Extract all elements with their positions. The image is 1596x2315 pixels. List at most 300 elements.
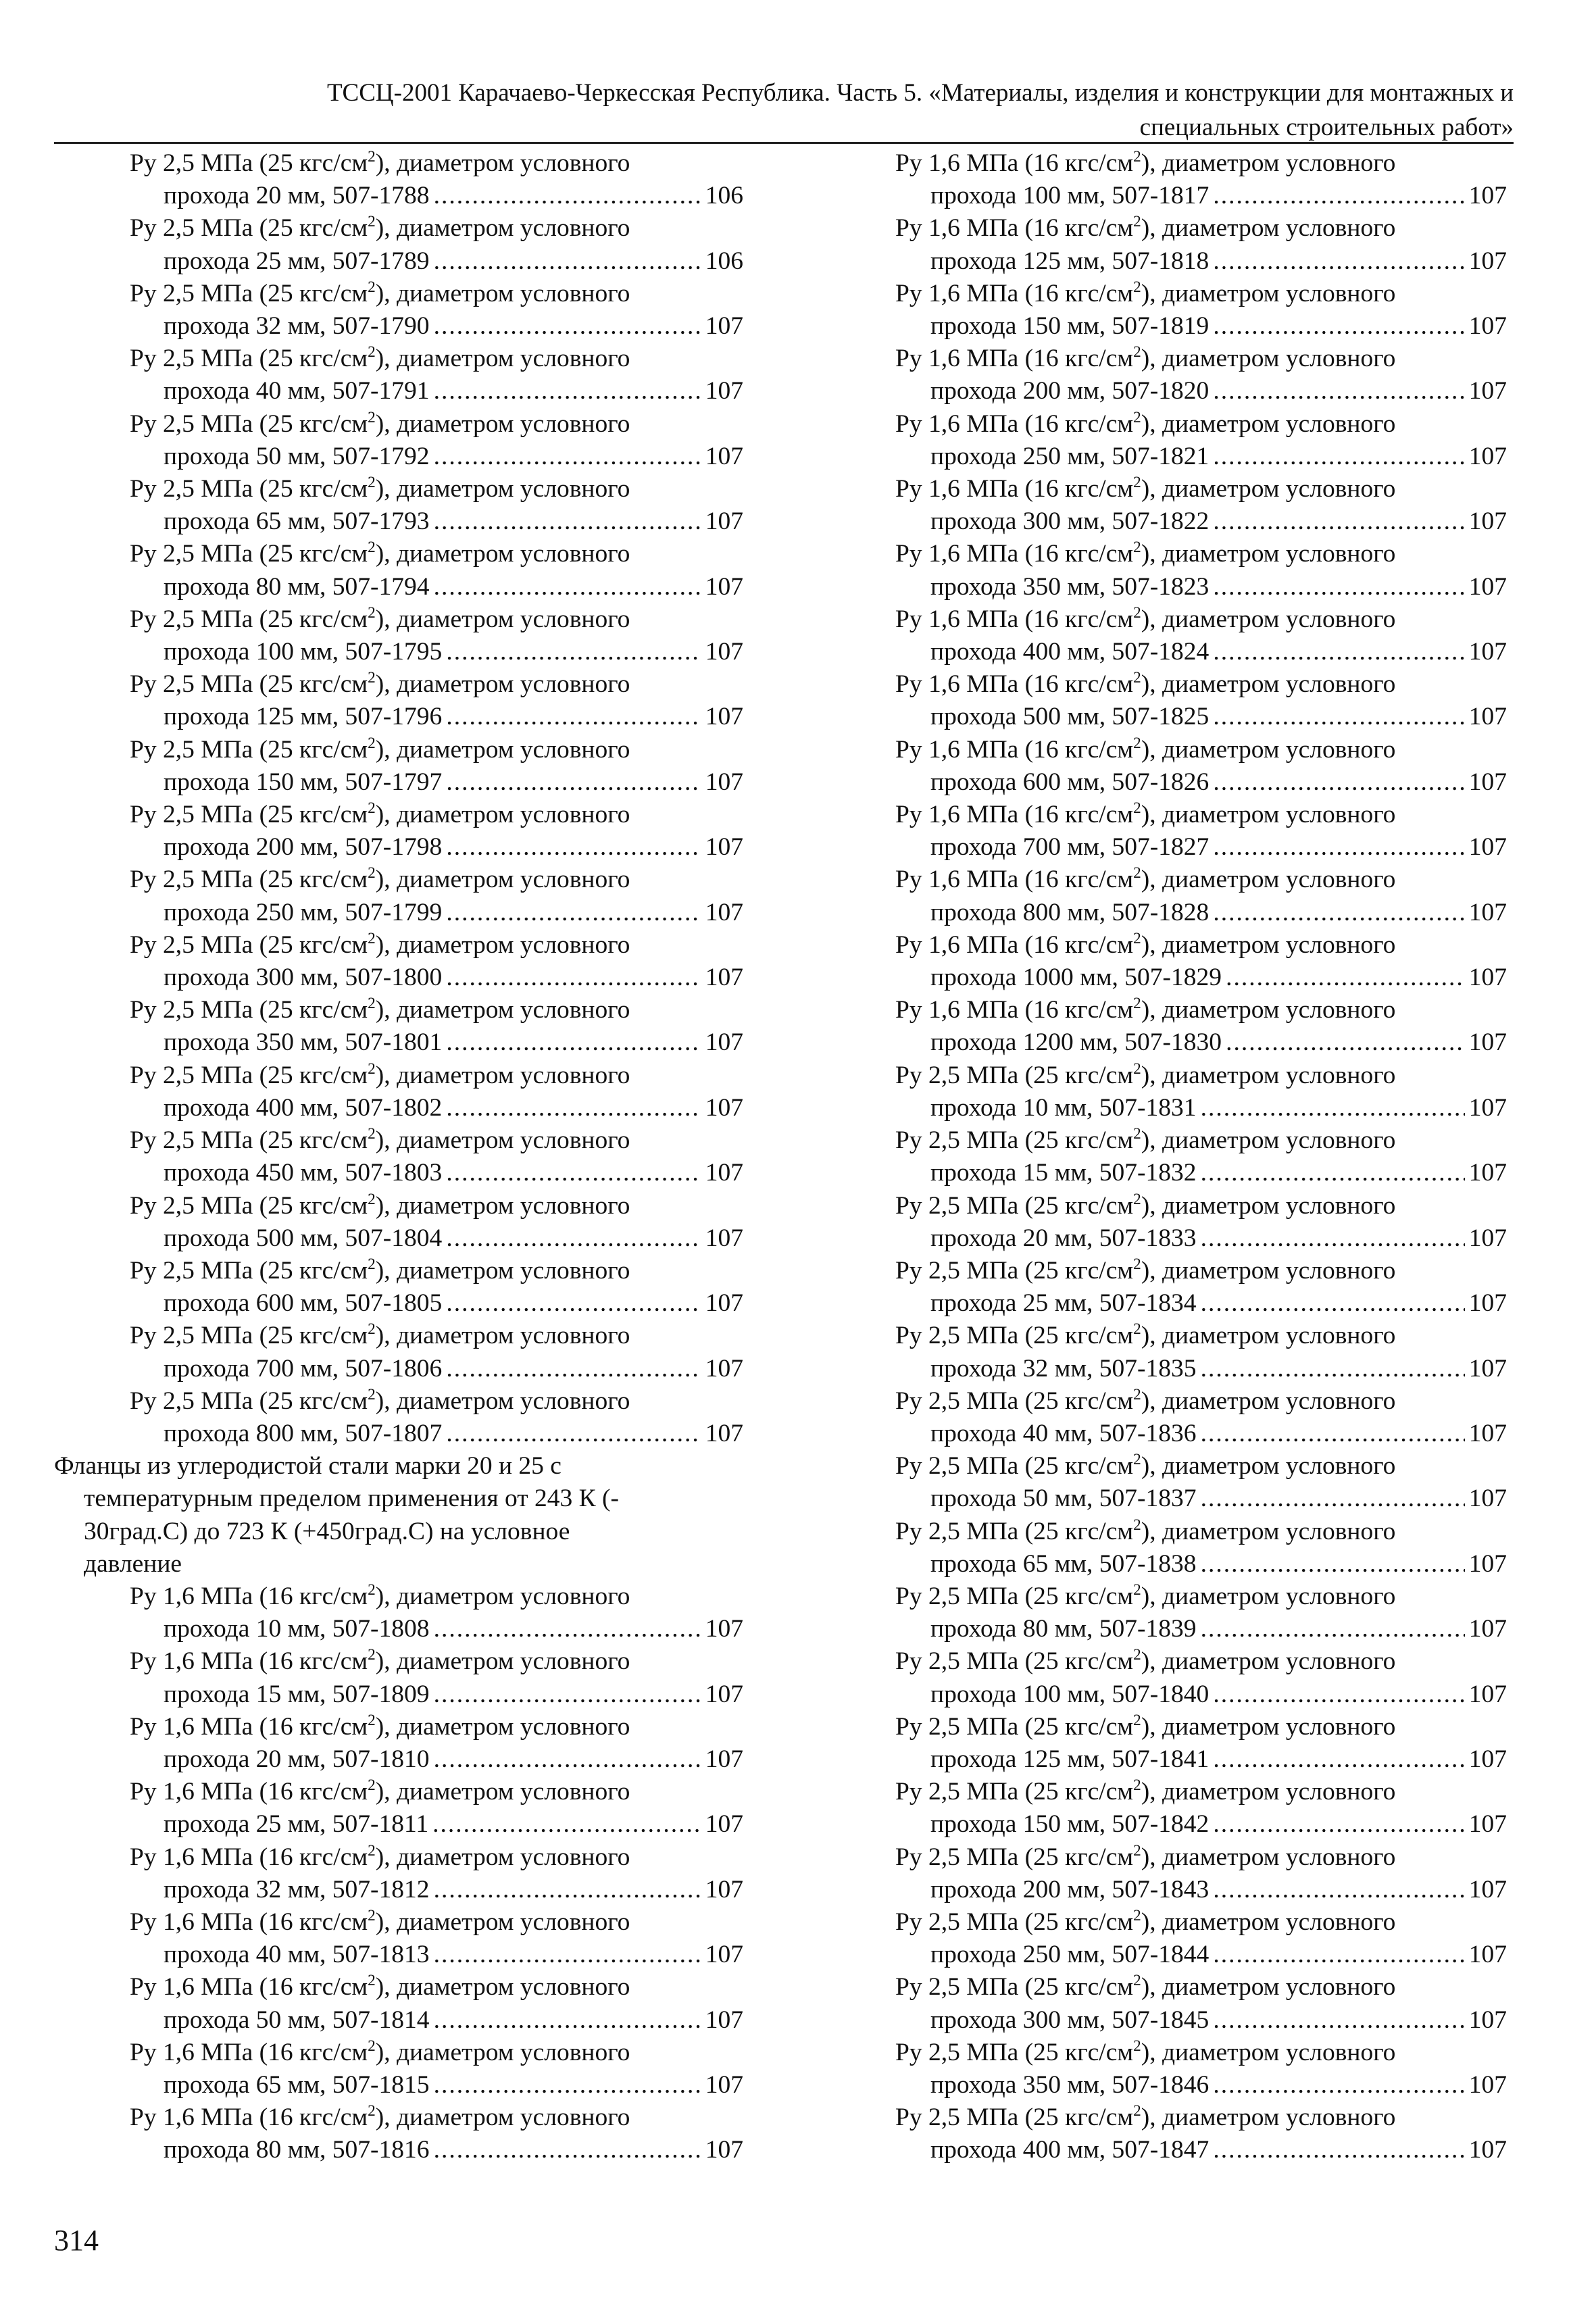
index-entry (54, 343, 743, 407)
entry-pressure-rest: ), диаметром условного (375, 1973, 630, 2001)
entry-pressure-rest: ), диаметром условного (1141, 1191, 1396, 1220)
index-entry (895, 2037, 1507, 2101)
index-entry (54, 1255, 743, 1320)
dot-leader (1201, 1287, 1465, 1320)
entry-pressure: Ру 1,6 МПа (16 кгс/см (895, 475, 1134, 503)
entry-page: 107 (705, 572, 743, 601)
entry-page: 107 (705, 507, 743, 536)
superscript-2: 2 (368, 148, 376, 166)
dot-leader (1213, 701, 1464, 733)
entry-pressure: Ру 2,5 МПа (25 кгс/см (130, 605, 368, 633)
entry-pressure-rest: ), диаметром условного (1141, 1582, 1396, 1610)
entry-pressure-line (54, 1776, 743, 1808)
entry-pressure-rest: ), диаметром условного (1141, 1126, 1396, 1155)
entry-pressure: Ру 1,6 МПа (16 кгс/см (895, 670, 1134, 699)
index-entry (54, 994, 743, 1059)
entry-passage-line (54, 1743, 743, 1776)
entry-passage: прохода 150 мм, 507-1819 (930, 312, 1210, 341)
superscript-2: 2 (368, 1711, 376, 1729)
entry-page: 107 (1468, 638, 1507, 666)
entry-pressure-line (54, 994, 743, 1026)
entry-page: 107 (1468, 1745, 1507, 1773)
entry-passage: прохода 10 мм, 507-1831 (930, 1093, 1197, 1122)
entry-page: 107 (1468, 1224, 1507, 1252)
dot-leader (446, 1092, 701, 1124)
superscript-2: 2 (1133, 1841, 1141, 1860)
entry-page: 107 (705, 703, 743, 731)
section-heading-line-4: давление (84, 1549, 182, 1578)
superscript-2: 2 (1133, 1972, 1141, 1990)
entry-pressure-line (895, 1516, 1507, 1548)
dot-leader (1201, 1222, 1465, 1255)
entry-pressure-rest: ), диаметром условного (375, 475, 630, 503)
entry-page: 107 (1468, 898, 1507, 926)
entry-pressure-rest: ), диаметром условного (1141, 345, 1396, 373)
entry-page: 107 (1468, 2006, 1507, 2034)
entry-page: 107 (1468, 312, 1507, 341)
entry-pressure-line (895, 1060, 1507, 1092)
entry-page: 107 (705, 1028, 743, 1057)
superscript-2: 2 (368, 1385, 376, 1403)
entry-passage: прохода 400 мм, 507-1847 (930, 2136, 1210, 2164)
entry-pressure-line (895, 1124, 1507, 1157)
entry-passage-line (54, 1874, 743, 1906)
entry-pressure-rest: ), диаметром условного (375, 214, 630, 243)
entry-pressure-rest: ), диаметром условного (1141, 1517, 1396, 1545)
entry-passage: прохода 400 мм, 507-1824 (930, 638, 1210, 666)
entry-pressure: Ру 2,5 МПа (25 кгс/см (130, 735, 368, 764)
entry-page: 107 (705, 1354, 743, 1383)
entry-pressure-line (895, 147, 1507, 180)
entry-pressure: Ру 2,5 МПа (25 кгс/см (130, 1126, 368, 1155)
entry-passage-line (895, 310, 1507, 343)
entry-pressure-rest: ), диаметром условного (375, 1712, 630, 1741)
entry-passage-line (54, 1092, 743, 1124)
entry-passage-line (54, 1418, 743, 1450)
entry-passage: прохода 150 мм, 507-1797 (164, 768, 443, 796)
entry-passage-line (54, 701, 743, 733)
superscript-2: 2 (1133, 1581, 1141, 1599)
dot-leader (1213, 310, 1464, 343)
entry-passage-line (54, 2134, 743, 2166)
entry-pressure-line (54, 1580, 743, 1613)
entry-pressure-rest: ), диаметром условного (375, 345, 630, 373)
entry-pressure-rest: ), диаметром условного (1141, 1322, 1396, 1350)
entry-page: 107 (1468, 1028, 1507, 1057)
entry-pressure-rest: ), диаметром условного (1141, 1256, 1396, 1285)
entry-pressure: Ру 1,6 МПа (16 кгс/см (895, 214, 1134, 243)
entry-passage: прохода 200 мм, 507-1843 (930, 1875, 1210, 1903)
entry-passage: прохода 50 мм, 507-1792 (164, 442, 430, 470)
index-entry (895, 278, 1507, 343)
entry-page: 106 (705, 247, 743, 275)
entry-pressure: Ру 2,5 МПа (25 кгс/см (130, 279, 368, 307)
entry-passage: прохода 600 мм, 507-1826 (930, 768, 1210, 796)
superscript-2: 2 (368, 278, 376, 296)
entry-pressure-line (895, 1320, 1507, 1352)
entry-pressure: Ру 2,5 МПа (25 кгс/см (895, 2038, 1134, 2066)
entry-passage: прохода 20 мм, 507-1788 (164, 182, 430, 210)
index-entry (895, 1776, 1507, 1841)
entry-passage-line (895, 1678, 1507, 1711)
entry-pressure-rest: ), диаметром условного (375, 409, 630, 438)
entry-page: 107 (1468, 2070, 1507, 2099)
superscript-2: 2 (368, 1320, 376, 1339)
entry-passage-line (54, 962, 743, 994)
entry-passage-line (895, 897, 1507, 929)
index-entry (54, 1320, 743, 1385)
superscript-2: 2 (368, 864, 376, 882)
entry-passage: прохода 80 мм, 507-1794 (164, 572, 430, 601)
entry-pressure: Ру 2,5 МПа (25 кгс/см (895, 1452, 1134, 1480)
superscript-2: 2 (1133, 408, 1141, 426)
entry-pressure-rest: ), диаметром условного (1141, 149, 1396, 177)
entry-pressure-rest: ), диаметром условного (1141, 866, 1396, 894)
entry-page: 107 (1468, 182, 1507, 210)
superscript-2: 2 (1133, 2102, 1141, 2120)
entry-pressure-rest: ), диаметром условного (1141, 2038, 1396, 2066)
dot-leader (1213, 1743, 1464, 1776)
superscript-2: 2 (1133, 734, 1141, 752)
entry-pressure-line (54, 668, 743, 701)
superscript-2: 2 (368, 474, 376, 492)
superscript-2: 2 (1133, 278, 1141, 296)
entry-page: 107 (705, 964, 743, 992)
entry-pressure: Ру 2,5 МПа (25 кгс/см (895, 1712, 1134, 1741)
superscript-2: 2 (1133, 1907, 1141, 1925)
entry-pressure-line (895, 1645, 1507, 1678)
entries-right (895, 147, 1507, 2167)
entry-pressure: Ру 2,5 МПа (25 кгс/см (130, 409, 368, 438)
entry-pressure-line (895, 408, 1507, 441)
entry-passage: прохода 300 мм, 507-1822 (930, 507, 1210, 536)
superscript-2: 2 (368, 1907, 376, 1925)
entry-passage: прохода 20 мм, 507-1810 (164, 1745, 430, 1773)
section-heading-line-2: температурным пределом применения от 243 К (- (84, 1485, 619, 1513)
entry-pressure-rest: ), диаметром условного (375, 930, 630, 959)
entry-pressure: Ру 2,5 МПа (25 кгс/см (895, 1322, 1134, 1350)
entry-passage: прохода 80 мм, 507-1816 (164, 2136, 430, 2164)
entry-passage: прохода 300 мм, 507-1800 (164, 964, 443, 992)
superscript-2: 2 (368, 1125, 376, 1143)
entry-pressure: Ру 1,6 МПа (16 кгс/см (130, 1582, 368, 1610)
entry-pressure: Ру 1,6 МПа (16 кгс/см (130, 1778, 368, 1806)
entry-pressure: Ру 2,5 МПа (25 кгс/см (130, 866, 368, 894)
superscript-2: 2 (1133, 148, 1141, 166)
entry-pressure-line (54, 1841, 743, 1874)
entry-pressure-rest: ), диаметром условного (375, 1322, 630, 1350)
index-entry (54, 603, 743, 668)
entry-pressure-line (54, 1060, 743, 1092)
entry-pressure: Ру 2,5 МПа (25 кгс/см (130, 930, 368, 959)
superscript-2: 2 (368, 1646, 376, 1664)
index-entry (54, 734, 743, 799)
entry-passage: прохода 800 мм, 507-1807 (164, 1419, 443, 1447)
entry-pressure: Ру 2,5 МПа (25 кгс/см (895, 1256, 1134, 1285)
index-entry (54, 473, 743, 538)
index-entry (54, 212, 743, 277)
entry-pressure: Ру 2,5 МПа (25 кгс/см (130, 540, 368, 568)
index-entry (895, 212, 1507, 277)
entry-page: 107 (1468, 703, 1507, 731)
entry-passage-line (54, 831, 743, 864)
entry-pressure-line (54, 799, 743, 831)
entry-pressure: Ру 1,6 МПа (16 кгс/см (895, 735, 1134, 764)
index-entry (895, 864, 1507, 928)
entry-pressure-line (54, 864, 743, 896)
entry-page: 107 (705, 1875, 743, 1903)
section-heading (54, 1450, 743, 1580)
entry-passage-line (895, 2134, 1507, 2166)
entry-pressure-line (54, 734, 743, 766)
entry-passage: прохода 100 мм, 507-1840 (930, 1680, 1210, 1708)
entry-pressure: Ру 2,5 МПа (25 кгс/см (895, 1778, 1134, 1806)
index-entry (895, 1320, 1507, 1385)
index-entry (895, 1060, 1507, 1124)
index-entry (895, 1971, 1507, 2036)
entry-pressure-line (895, 2037, 1507, 2069)
entry-passage: прохода 25 мм, 507-1834 (930, 1289, 1197, 1318)
entry-pressure-rest: ), диаметром условного (375, 735, 630, 764)
entry-passage-line (895, 766, 1507, 799)
dot-leader (1213, 2004, 1464, 2037)
superscript-2: 2 (368, 929, 376, 947)
entry-pressure-line (54, 473, 743, 505)
entry-pressure-line (54, 408, 743, 441)
entry-passage-line (895, 1418, 1507, 1450)
entry-page: 107 (705, 1680, 743, 1708)
index-entry (54, 2101, 743, 2166)
entry-page: 107 (1468, 1419, 1507, 1447)
entry-page: 107 (705, 1615, 743, 1643)
entry-pressure: Ру 2,5 МПа (25 кгс/см (895, 2104, 1134, 2132)
entry-pressure-rest: ), диаметром условного (1141, 1387, 1396, 1415)
entry-pressure-rest: ), диаметром условного (1141, 996, 1396, 1024)
entry-passage-line (895, 1939, 1507, 1971)
entry-pressure-line (54, 1645, 743, 1678)
superscript-2: 2 (1133, 669, 1141, 687)
dot-leader (1213, 831, 1464, 864)
entry-pressure: Ру 1,6 МПа (16 кгс/см (895, 866, 1134, 894)
entry-passage: прохода 350 мм, 507-1823 (930, 572, 1210, 601)
dot-leader (434, 1613, 701, 1645)
superscript-2: 2 (368, 995, 376, 1013)
entry-pressure-line (54, 343, 743, 375)
entry-page: 107 (705, 442, 743, 470)
entry-pressure: Ру 2,5 МПа (25 кгс/см (130, 214, 368, 243)
superscript-2: 2 (1133, 1125, 1141, 1143)
entry-pressure: Ру 1,6 МПа (16 кгс/см (895, 996, 1134, 1024)
entry-pressure-line (54, 1320, 743, 1352)
entry-passage-line (895, 180, 1507, 212)
entry-passage-line (895, 1222, 1507, 1255)
entry-passage: прохода 32 мм, 507-1835 (930, 1354, 1197, 1383)
entry-passage: прохода 1200 мм, 507-1830 (930, 1028, 1222, 1057)
entry-pressure: Ру 1,6 МПа (16 кгс/см (130, 2038, 368, 2066)
entry-passage: прохода 32 мм, 507-1790 (164, 312, 430, 341)
dot-leader (446, 897, 701, 929)
entry-passage-line (54, 1157, 743, 1189)
entry-passage: прохода 15 мм, 507-1809 (164, 1680, 430, 1708)
entry-passage-line (54, 180, 743, 212)
dot-leader (434, 441, 701, 473)
entry-pressure: Ру 2,5 МПа (25 кгс/см (130, 1322, 368, 1350)
entry-pressure: Ру 1,6 МПа (16 кгс/см (895, 801, 1134, 829)
entry-passage: прохода 250 мм, 507-1799 (164, 898, 443, 926)
dot-leader (1201, 1353, 1465, 1385)
entry-passage: прохода 100 мм, 507-1817 (930, 182, 1210, 210)
entry-pressure-rest: ), диаметром условного (1141, 670, 1396, 699)
entry-pressure: Ру 2,5 МПа (25 кгс/см (895, 1647, 1134, 1676)
dot-leader (1201, 1548, 1465, 1580)
entry-pressure: Ру 1,6 МПа (16 кгс/см (130, 2104, 368, 2132)
superscript-2: 2 (368, 669, 376, 687)
entry-passage-line (54, 1678, 743, 1711)
entry-pressure-line (895, 2101, 1507, 2134)
index-entry (895, 799, 1507, 864)
entry-page: 107 (705, 377, 743, 405)
entry-pressure: Ру 1,6 МПа (16 кгс/см (895, 605, 1134, 633)
dot-leader (434, 310, 701, 343)
superscript-2: 2 (368, 2102, 376, 2120)
entry-passage-line (895, 1483, 1507, 1515)
entry-pressure: Ру 2,5 МПа (25 кгс/см (895, 1387, 1134, 1415)
dot-leader (434, 1678, 701, 1711)
entry-pressure: Ру 2,5 МПа (25 кгс/см (130, 345, 368, 373)
entry-passage-line (54, 2069, 743, 2101)
entry-pressure: Ру 1,6 МПа (16 кгс/см (130, 1647, 368, 1676)
index-entry (54, 1906, 743, 1971)
entry-page: 106 (705, 182, 743, 210)
dot-leader (1213, 766, 1464, 799)
entry-passage-line (895, 245, 1507, 278)
entry-passage-line (895, 701, 1507, 733)
dot-leader (446, 1418, 701, 1450)
dot-leader (1226, 962, 1465, 994)
entry-passage: прохода 300 мм, 507-1845 (930, 2006, 1210, 2034)
entry-passage-line (895, 1026, 1507, 1059)
dot-leader (1201, 1157, 1465, 1189)
entry-pressure-rest: ), диаметром условного (375, 1908, 630, 1936)
entry-pressure-line (54, 1385, 743, 1418)
entry-page: 107 (705, 1224, 743, 1252)
entry-passage: прохода 100 мм, 507-1795 (164, 638, 443, 666)
entry-passage-line (54, 1808, 743, 1841)
superscript-2: 2 (1133, 799, 1141, 818)
entry-page: 107 (1468, 1549, 1507, 1578)
entry-pressure: Ру 1,6 МПа (16 кгс/см (895, 409, 1134, 438)
superscript-2: 2 (1133, 1190, 1141, 1208)
entry-passage-line (54, 1939, 743, 1971)
index-entry (895, 408, 1507, 473)
superscript-2: 2 (1133, 995, 1141, 1013)
entry-passage: прохода 350 мм, 507-1846 (930, 2070, 1210, 2099)
index-entry (895, 668, 1507, 733)
page-header (54, 76, 1514, 145)
entry-pressure: Ру 1,6 МПа (16 кгс/см (895, 930, 1134, 959)
entry-pressure: Ру 2,5 МПа (25 кгс/см (130, 1191, 368, 1220)
entry-pressure-rest: ), диаметром условного (375, 1256, 630, 1285)
superscript-2: 2 (368, 799, 376, 818)
entry-pressure-rest: ), диаметром условного (1141, 1452, 1396, 1480)
entry-page: 107 (705, 1419, 743, 1447)
entry-page: 107 (1468, 1289, 1507, 1318)
dot-leader (446, 1353, 701, 1385)
entry-page: 107 (1468, 1941, 1507, 1969)
entry-pressure-rest: ), диаметром условного (375, 1061, 630, 1089)
entry-page: 107 (1468, 1875, 1507, 1903)
index-entry (895, 147, 1507, 212)
entry-pressure-line (54, 538, 743, 570)
entry-pressure: Ру 2,5 МПа (25 кгс/см (895, 1973, 1134, 2001)
superscript-2: 2 (1133, 603, 1141, 622)
entry-page: 107 (1468, 1093, 1507, 1122)
entry-passage: прохода 10 мм, 507-1808 (164, 1615, 430, 1643)
entry-passage: прохода 600 мм, 507-1805 (164, 1289, 443, 1318)
entry-pressure: Ру 2,5 МПа (25 кгс/см (130, 475, 368, 503)
header-rule (54, 142, 1514, 144)
entry-pressure-line (895, 603, 1507, 636)
index-entry (895, 2101, 1507, 2166)
entry-pressure-line (895, 1971, 1507, 2003)
entry-passage: прохода 65 мм, 507-1838 (930, 1549, 1197, 1578)
superscript-2: 2 (1133, 864, 1141, 882)
entry-passage: прохода 350 мм, 507-1801 (164, 1028, 443, 1057)
entry-page: 107 (1468, 247, 1507, 275)
entry-pressure: Ру 2,5 МПа (25 кгс/см (130, 801, 368, 829)
entry-passage: прохода 800 мм, 507-1828 (930, 898, 1210, 926)
entry-passage-line (54, 1222, 743, 1255)
dot-leader (1213, 1874, 1464, 1906)
superscript-2: 2 (1133, 1451, 1141, 1469)
dot-leader (1201, 1418, 1465, 1450)
entry-passage: прохода 15 мм, 507-1832 (930, 1159, 1197, 1187)
dot-leader (1213, 505, 1464, 538)
superscript-2: 2 (1133, 1320, 1141, 1339)
entry-passage-line (54, 441, 743, 473)
entry-page: 107 (1468, 1680, 1507, 1708)
entry-pressure-line (54, 278, 743, 310)
entry-pressure-rest: ), диаметром условного (375, 866, 630, 894)
dot-leader (1213, 571, 1464, 603)
entry-pressure-line (895, 212, 1507, 245)
dot-leader (1201, 1613, 1465, 1645)
entry-passage-line (895, 1874, 1507, 1906)
index-entry (54, 1580, 743, 1645)
header-line-2: специальных строительных работ» (1139, 114, 1514, 141)
index-entry (54, 147, 743, 212)
entry-passage: прохода 450 мм, 507-1803 (164, 1159, 443, 1187)
entry-passage-line (54, 310, 743, 343)
index-entry (895, 929, 1507, 994)
dot-leader (1213, 2069, 1464, 2101)
entry-passage: прохода 125 мм, 507-1841 (930, 1745, 1210, 1773)
index-entry (895, 1580, 1507, 1645)
entry-pressure-rest: ), диаметром условного (375, 279, 630, 307)
section-heading-line-1: Фланцы из углеродистой стали марки 20 и 25 с (54, 1452, 562, 1480)
index-column-left (54, 147, 743, 2167)
entry-pressure-line (54, 1711, 743, 1743)
entry-passage-line (54, 897, 743, 929)
dot-leader (446, 962, 701, 994)
entry-pressure: Ру 2,5 МПа (25 кгс/см (130, 1387, 368, 1415)
superscript-2: 2 (368, 1972, 376, 1990)
entry-pressure-line (895, 1385, 1507, 1418)
dot-leader (432, 1808, 701, 1841)
entries-left-b (54, 1580, 743, 2167)
entry-passage: прохода 400 мм, 507-1802 (164, 1093, 443, 1122)
entry-passage: прохода 500 мм, 507-1804 (164, 1224, 443, 1252)
